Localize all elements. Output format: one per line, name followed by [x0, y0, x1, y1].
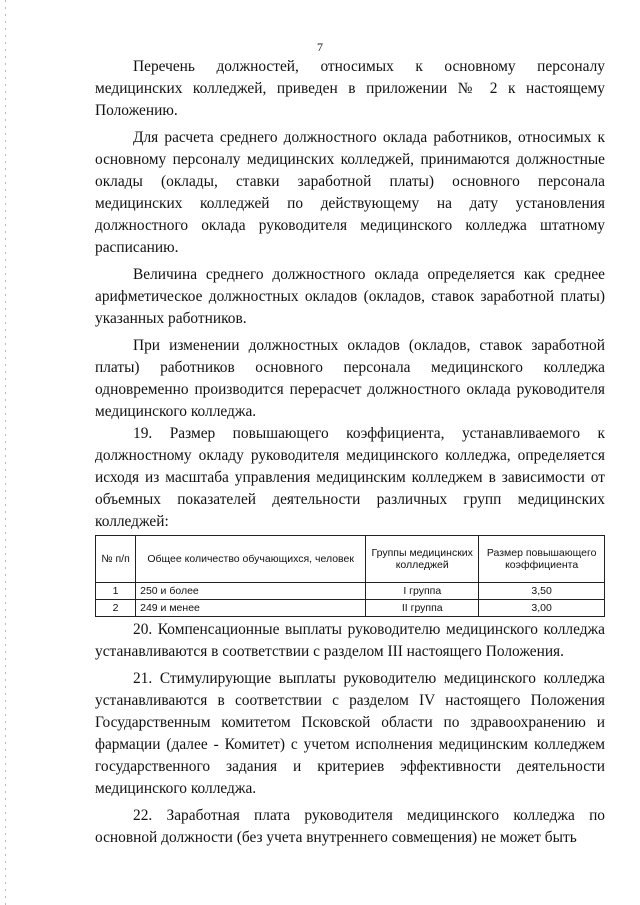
table-header-cell: Группы медицинских колледжей — [366, 536, 479, 583]
page-number: 7 — [317, 40, 323, 54]
table-cell: 3,00 — [479, 600, 605, 617]
paragraph: Перечень должностей, относимых к основному персоналу медицинских колледжей, приведен в приложении № 2 к настоящему Положению. — [95, 58, 605, 119]
table-header-cell: № п/п — [96, 536, 136, 583]
table-cell: 1 — [96, 583, 136, 600]
table-header-cell: Размер повышающего коэффициента — [479, 536, 605, 583]
table-cell: 3,50 — [479, 583, 605, 600]
table-cell: 2 — [96, 600, 136, 617]
table-row — [96, 600, 605, 617]
scan-edge — [5, 0, 6, 905]
table-cell: II группа — [366, 600, 479, 617]
paragraph: Для расчета среднего должностного оклада работников, относимых к основному персоналу медицинских колледжей, принимаются должностные оклады (оклады, ставки заработной платы) основного персонала медицинских колледжей по действующему на дату установления должностного оклада руководителя медицинского колледжа штатному расписанию. — [95, 129, 605, 256]
coefficient-table — [95, 535, 605, 617]
paragraph: 19. Размер повышающего коэффициента, устанавливаемого к должностному окладу руководителя медицинского колледжа, определяется исходя из масштаба управления медицинским колледжем в зависимости от объемных показателей деятельности различных групп медицинских колледжей: — [95, 425, 605, 530]
table-header-cell: Общее количество обучающихся, человек — [136, 536, 366, 583]
table-cell: 249 и менее — [136, 600, 366, 617]
table-cell: I группа — [366, 583, 479, 600]
paragraph: Величина среднего должностного оклада определяется как среднее арифметическое должностных окладов (окладов, ставок заработной платы) указанных работников. — [95, 266, 605, 327]
paragraph: При изменении должностных окладов (окладов, ставок заработной платы) работников основного персонала медицинского колледжа одновременно производится перерасчет должностного оклада руководителя медицинского колледжа. — [95, 337, 605, 420]
paragraph: 21. Стимулирующие выплаты руководителю медицинского колледжа устанавливаются в соответствии с разделом IV настоящего Положения Государственным комитетом Псковской области по здравоохранению и фармации (далее - Комитет) с учетом исполнения медицинским колледжем государственного задания и критериев эффективности деятельности медицинского колледжа. — [95, 670, 605, 797]
table-cell: 250 и более — [136, 583, 366, 600]
document-body — [95, 56, 605, 849]
table-header-row — [96, 536, 605, 583]
table-row — [96, 583, 605, 600]
paragraph: 22. Заработная плата руководителя медицинского колледжа по основной должности (без учета внутреннего совмещения) не может быть — [95, 807, 605, 846]
paragraph: 20. Компенсационные выплаты руководителю медицинского колледжа устанавливаются в соответствии с разделом III настоящего Положения. — [95, 621, 605, 660]
